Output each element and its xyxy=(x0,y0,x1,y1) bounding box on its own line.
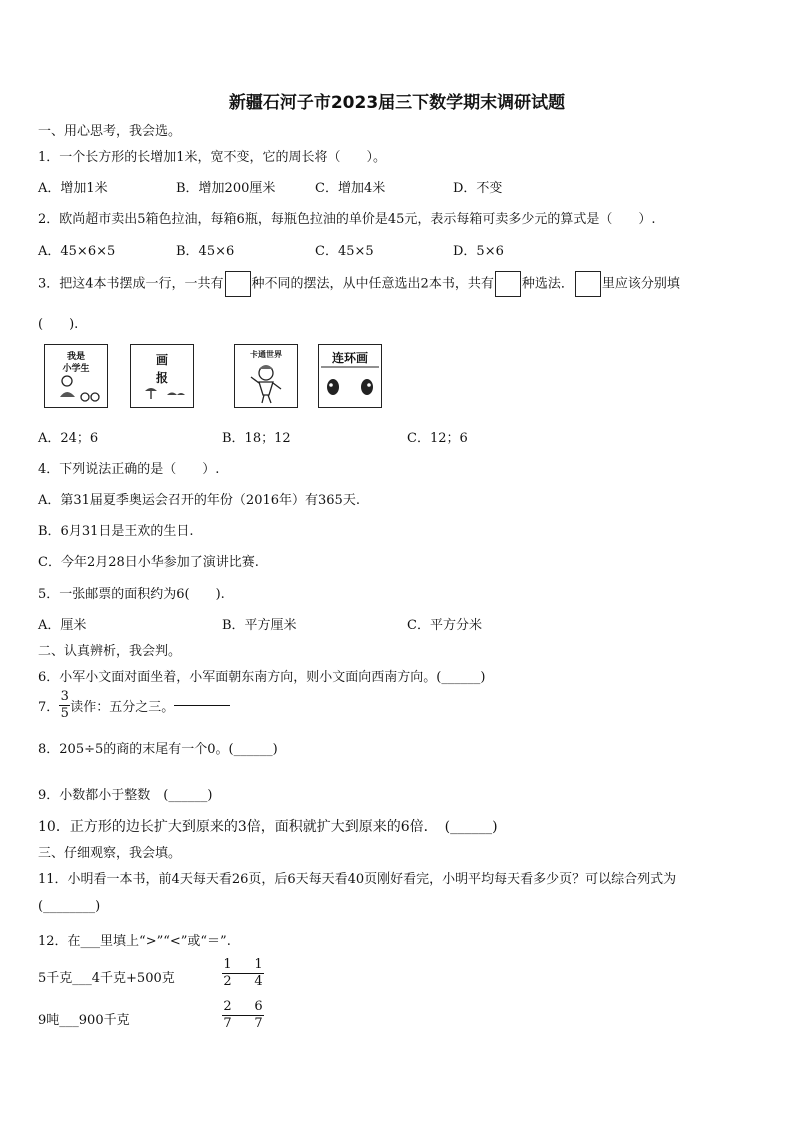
book-card-1 xyxy=(44,344,108,408)
fraction-numerator: 1 xyxy=(254,957,263,972)
question-7 xyxy=(38,690,230,721)
book-title-line1: 卡通世界 xyxy=(250,350,282,359)
fraction-numerator: 3 xyxy=(60,689,69,704)
question-2-stem: 2．欧尚超市卖出5箱色拉油，每箱6瓶，每瓶色拉油的单价是45元，表示每箱可卖多少元的算式是（ ）. xyxy=(38,212,656,227)
q5-option-b: B．平方厘米 xyxy=(222,618,297,633)
book-title-line1: 我是 xyxy=(66,352,85,362)
section-1-heading: 一、用心思考，我会选。 xyxy=(38,124,182,139)
answer-box xyxy=(225,271,251,297)
question-11-line1: 11．小明看一本书，前4天每天看26页，后6天每天看40页刚好看完，小明平均每天看多少页？可以综合列式为 xyxy=(38,872,677,887)
book-title-line1: 连环画 xyxy=(331,351,368,365)
q12-row1-left: 5千克___4千克+500克 xyxy=(38,971,175,986)
fraction-denominator: 5 xyxy=(60,706,69,721)
q3-answer-blank: ( ). xyxy=(38,317,79,332)
fraction xyxy=(222,1000,233,1031)
panda-icon xyxy=(319,345,381,407)
q12-row1-right xyxy=(222,958,264,989)
fraction-denominator: 2 xyxy=(223,974,232,989)
page-title: 新疆石河子市2023届三下数学期末调研试题 xyxy=(228,93,566,113)
q3-text-3: 种选法． xyxy=(521,276,574,292)
q3-option-a: A．24；6 xyxy=(38,431,99,446)
q1-option-b: B．增加200厘米 xyxy=(176,181,276,196)
q4-option-c: C．今年2月28日小华参加了演讲比赛. xyxy=(38,555,259,570)
fraction-denominator: 7 xyxy=(254,1016,263,1031)
fraction-numerator: 2 xyxy=(223,999,232,1014)
q4-option-a: A．第31届夏季奥运会召开的年份（2016年）有365天. xyxy=(38,493,360,508)
fraction xyxy=(253,1000,264,1031)
q3-option-b: B．18；12 xyxy=(222,431,291,446)
fraction xyxy=(222,958,233,989)
fraction-denominator: 4 xyxy=(254,974,263,989)
q3-option-c: C．12；6 xyxy=(407,431,468,446)
q2-option-d: D．5×6 xyxy=(453,244,504,259)
fraction-denominator: 7 xyxy=(223,1016,232,1031)
question-6: 6．小军小文面对面坐着，小军面朝东南方向，则小文面向西南方向。(______) xyxy=(38,670,486,685)
question-9: 9．小数都小于整数 (______) xyxy=(38,788,213,803)
book-card-3 xyxy=(234,344,298,408)
question-1-stem: 1．一个长方形的长增加1米，宽不变，它的周长将（ ）。 xyxy=(38,150,387,165)
q7-number: 7． xyxy=(38,700,60,715)
fraction xyxy=(253,958,264,989)
question-10: 10．正方形的边长扩大到原来的3倍，面积就扩大到原来的6倍． (______) xyxy=(38,819,498,835)
book-title-line2: 报 xyxy=(155,371,168,385)
question-5-stem: 5．一张邮票的面积约为6( ). xyxy=(38,587,225,602)
q2-option-c: C．45×5 xyxy=(315,244,374,259)
answer-blank xyxy=(174,705,230,706)
book-title-line1: 画 xyxy=(155,353,168,367)
question-11-line2: (________) xyxy=(38,899,101,914)
book-title-line2: 小学生 xyxy=(62,364,90,374)
question-4-stem: 4．下列说法正确的是（ ）. xyxy=(38,462,220,477)
section-2-heading: 二、认真辨析，我会判。 xyxy=(38,644,182,659)
question-3-stem xyxy=(38,271,680,297)
answer-blank xyxy=(233,1015,253,1016)
q1-option-a: A．增加1米 xyxy=(38,181,108,196)
q1-option-d: D．不变 xyxy=(453,181,503,196)
question-12-stem: 12．在___里填上“>”“<”或“＝”. xyxy=(38,934,231,949)
mushroom-icon xyxy=(131,345,193,407)
q1-option-c: C．增加4米 xyxy=(315,181,386,196)
q3-text-2: 种不同的摆法，从中任意选出2本书，共有 xyxy=(251,276,494,292)
q7-text: 读作：五分之三。 xyxy=(70,700,175,715)
question-8: 8．205÷5的商的末尾有一个0。(______) xyxy=(38,742,278,757)
q2-option-b: B．45×6 xyxy=(176,244,235,259)
q4-option-b: B．6月31日是王欢的生日. xyxy=(38,524,194,539)
cartoon-girl-icon xyxy=(235,345,297,407)
answer-blank xyxy=(233,973,253,974)
answer-box xyxy=(575,271,601,297)
fraction xyxy=(59,690,70,721)
section-3-heading: 三、仔细观察，我会填。 xyxy=(38,846,182,861)
fraction-numerator: 6 xyxy=(254,999,263,1014)
q2-option-a: A．45×6×5 xyxy=(38,244,116,259)
q3-text-1: 3．把这4本书摆成一行，一共有 xyxy=(38,276,224,292)
q12-row2-right xyxy=(222,1000,264,1031)
fraction-numerator: 1 xyxy=(223,957,232,972)
q3-text-4: 里应该分别填 xyxy=(601,276,680,292)
answer-box xyxy=(495,271,521,297)
q5-option-c: C．平方分米 xyxy=(407,618,482,633)
child-reading-icon xyxy=(45,345,107,407)
q5-option-a: A．厘米 xyxy=(38,618,87,633)
book-card-2 xyxy=(130,344,194,408)
book-card-4 xyxy=(318,344,382,408)
q12-row2-left: 9吨___900千克 xyxy=(38,1013,130,1028)
